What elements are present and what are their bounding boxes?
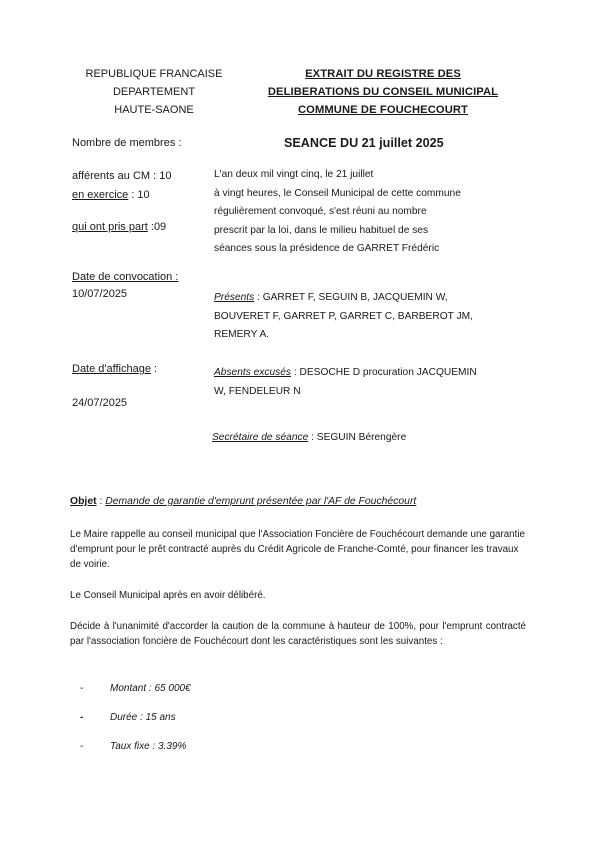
seance-line: prescrit par la loi, dans le milieu habituel de ses <box>214 224 429 236</box>
body-paragraph-1: Le Maire rappelle au conseil municipal que l'Association Foncière de Fouchécourt demande une garantie d'emprunt pour le prêt contracté auprès du Crédit Agricole de Franche-Comté, pour financer les travaux de voirie. <box>70 529 525 570</box>
header-republique: REPUBLIQUE FRANCAISE <box>85 68 223 80</box>
convocation-label <box>72 271 178 283</box>
bullet-montant <box>80 683 191 694</box>
header-haute-saone: HAUTE-SAONE <box>114 104 194 116</box>
bullet-duree <box>80 712 176 723</box>
pris-part-label: qui ont pris part <box>72 221 148 233</box>
bullet-duree-label: Durée <box>110 712 138 723</box>
body-paragraph-3: Décide à l'unanimité d'accorder la caution de la commune à hauteur de 100%, pour l'emprunt contracté par l'association foncière de Fouchécourt dont les caractéristiques sont les suivantes : <box>70 621 526 647</box>
seance-text <box>214 166 461 259</box>
absents-names-1: : DESOCHE D procuration JACQUEMIN <box>291 367 477 378</box>
bullet-montant-label: Montant <box>110 683 147 694</box>
bullet-dash: - <box>80 712 84 723</box>
seance-line: à vingt heures, le Conseil Municipal de cette commune <box>214 187 461 199</box>
absents-names-2: W, FENDELEUR N <box>214 385 301 397</box>
seance-title: SEANCE DU 21 juillet 2025 <box>284 136 444 150</box>
en-exercice-value: : 10 <box>128 188 150 201</box>
header-deliberations: DELIBERATIONS DU CONSEIL MUNICIPAL <box>267 86 499 98</box>
secretaire-value: : SEGUIN Bérengère <box>308 432 407 443</box>
secretaire-line <box>212 432 406 443</box>
bullet-dash: - <box>80 741 84 752</box>
absents-block <box>214 364 477 401</box>
members-en-exercice <box>72 186 171 205</box>
header-right <box>232 65 534 119</box>
bullet-taux-label: Taux fixe <box>110 741 150 752</box>
absents-label: Absents excusés <box>214 367 292 378</box>
members-afferents: afférents au CM : 10 <box>72 170 172 182</box>
bullet-taux <box>80 741 186 752</box>
body-paragraph-2: Le Conseil Municipal après en avoir délibéré. <box>70 590 266 601</box>
secretaire-label: Secrétaire de séance <box>212 432 309 443</box>
presents-names-1: : GARRET F, SEGUIN B, JACQUEMIN W, <box>254 292 448 303</box>
pris-part-value: :09 <box>147 221 167 233</box>
affichage-date: 24/07/2025 <box>72 397 128 409</box>
convocation-date: 10/07/2025 <box>72 288 128 300</box>
presents-line-1 <box>214 289 473 308</box>
objet-value: Demande de garantie d'emprunt présentée par l'AF de Fouchécourt <box>105 496 417 507</box>
header-extrait: EXTRAIT DU REGISTRE DES <box>305 68 461 80</box>
presents-names-3: REMERY A. <box>214 329 270 341</box>
presents-names-2: BOUVERET F, GARRET P, GARRET C, BARBEROT JM, <box>214 310 473 322</box>
header-left <box>70 65 238 119</box>
bullet-dash: - <box>80 683 84 694</box>
en-exercice-label: en exercice <box>72 188 129 201</box>
affichage-label <box>72 363 157 375</box>
members-counts <box>72 167 171 204</box>
seance-line: séances sous la présidence de GARRET Frédéric <box>214 243 440 255</box>
bullet-montant-value: : 65 000€ <box>146 683 191 694</box>
seance-line: L'an deux mil vingt cinq, le 21 juillet <box>214 169 374 180</box>
bullet-duree-value: : 15 ans <box>137 712 176 723</box>
affichage-suffix: : <box>150 363 158 375</box>
header-departement: DEPARTEMENT <box>112 86 196 98</box>
members-label: Nombre de membres : <box>72 137 182 149</box>
affichage-label-text: Date d'affichage <box>72 363 151 375</box>
presents-block <box>214 289 473 345</box>
objet-label: Objet <box>70 496 97 507</box>
members-pris-part <box>72 221 166 233</box>
header-commune: COMMUNE DE FOUCHECOURT <box>297 104 468 116</box>
absents-line-1 <box>214 364 477 383</box>
seance-line: régulièrement convoqué, s'est réuni au nombre <box>214 206 427 218</box>
objet-line <box>70 496 416 507</box>
convocation-label-text: Date de convocation : <box>72 271 179 283</box>
bullet-taux-value: : 3.39% <box>149 741 187 752</box>
objet-sep: : <box>96 496 106 507</box>
presents-label: Présents <box>214 292 255 303</box>
